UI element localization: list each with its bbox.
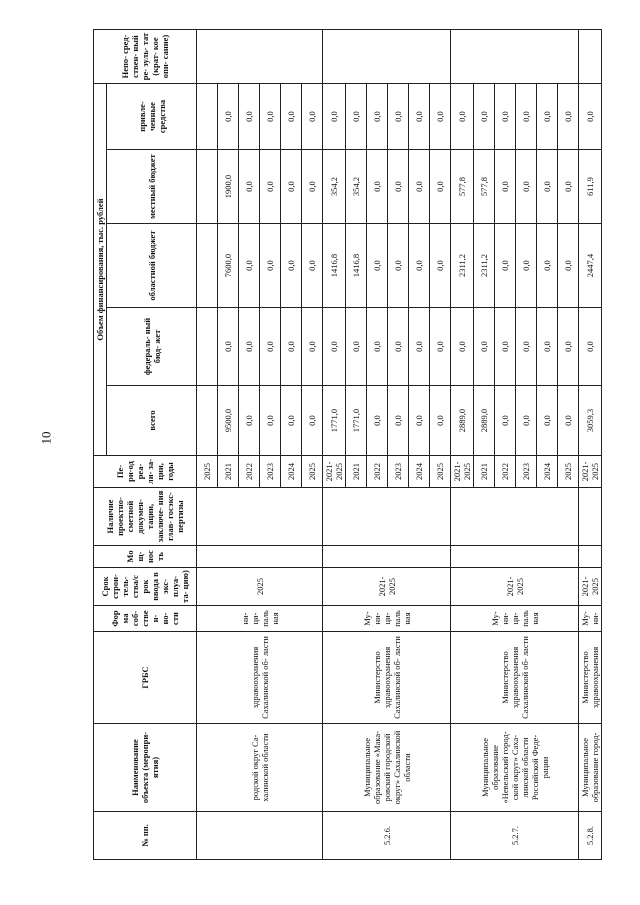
cell-period: 2024 — [281, 456, 302, 488]
construction-term: 2021- 2025 — [579, 568, 602, 606]
cell-period: 2021 — [474, 456, 495, 488]
table-row — [579, 30, 602, 860]
cell-regional: 1416,8 — [323, 224, 346, 308]
page-number: 10 — [38, 431, 54, 445]
row-number: 5.2.8. — [579, 812, 602, 860]
header-period: Пе- ри-од реа- ли- за- ции, годы — [94, 456, 197, 488]
header-attracted: привле- ченные средства — [107, 84, 197, 150]
cell-total: 0,0 — [260, 386, 281, 456]
cell-local: 354,2 — [346, 150, 367, 224]
expertise — [451, 488, 579, 546]
cell-period: 2021- 2025 — [451, 456, 474, 488]
grbs-name: Министерство здравоохранения Сахалинской об- ласти — [323, 632, 451, 724]
cell-local: 0,0 — [516, 150, 537, 224]
cell-federal — [197, 308, 218, 386]
cell-period: 2025 — [558, 456, 579, 488]
header-term: Срок строи- тель- ства/с рок ввода в экс- плуа- та- цию) — [94, 568, 197, 606]
cell-total: 0,0 — [302, 386, 323, 456]
result — [579, 30, 602, 84]
header-no: № пп. — [94, 812, 197, 860]
header-capacity: Мо щ- нос ть — [94, 546, 197, 568]
cell-federal: 0,0 — [367, 308, 388, 386]
cell-period: 2022 — [367, 456, 388, 488]
grbs-name: Министерство здравоохранения — [579, 632, 602, 724]
cell-federal: 0,0 — [495, 308, 516, 386]
cell-total: 0,0 — [430, 386, 451, 456]
object-name: Муниципальное образование город- — [579, 724, 602, 812]
cell-local: 0,0 — [367, 150, 388, 224]
cell-regional — [197, 224, 218, 308]
cell-local: 0,0 — [239, 150, 260, 224]
cell-attracted — [197, 84, 218, 150]
cell-federal: 0,0 — [260, 308, 281, 386]
header-funding: Объем финансирования, тыс. рублей — [94, 84, 107, 456]
cell-local: 577,8 — [474, 150, 495, 224]
cell-period: 2025 — [197, 456, 218, 488]
capacity — [451, 546, 579, 568]
header-name: Наименование объекта (меропри- ятия) — [94, 724, 197, 812]
cell-regional: 0,0 — [302, 224, 323, 308]
cell-local: 577,8 — [451, 150, 474, 224]
header-federal: федераль- ный бюд- жет — [107, 308, 197, 386]
cell-federal: 0,0 — [323, 308, 346, 386]
ownership-form: Му- ни- ци- паль ная — [451, 606, 579, 632]
cell-local: 0,0 — [388, 150, 409, 224]
cell-regional: 2311,2 — [451, 224, 474, 308]
cell-regional: 0,0 — [388, 224, 409, 308]
cell-total: 0,0 — [409, 386, 430, 456]
table-row — [451, 30, 474, 860]
object-name: родской округ Са- халинской области — [197, 724, 323, 812]
cell-period: 2025 — [302, 456, 323, 488]
cell-attracted: 0,0 — [474, 84, 495, 150]
cell-local: 0,0 — [558, 150, 579, 224]
object-name: Муниципальное образование «Мака- ровский городской округ» Сахалинской области — [323, 724, 451, 812]
grbs-name: здравоохранения Сахалинской об- ласти — [197, 632, 323, 724]
cell-local: 0,0 — [302, 150, 323, 224]
cell-attracted: 0,0 — [388, 84, 409, 150]
cell-federal: 0,0 — [451, 308, 474, 386]
cell-period: 2024 — [537, 456, 558, 488]
cell-total: 3059,3 — [579, 386, 602, 456]
cell-local — [197, 150, 218, 224]
cell-attracted: 0,0 — [451, 84, 474, 150]
cell-federal: 0,0 — [302, 308, 323, 386]
cell-total: 2889,0 — [451, 386, 474, 456]
cell-total: 2889,0 — [474, 386, 495, 456]
construction-term: 2021- 2025 — [323, 568, 451, 606]
cell-local: 611,9 — [579, 150, 602, 224]
construction-term: 2021- 2025 — [451, 568, 579, 606]
cell-period: 2023 — [260, 456, 281, 488]
cell-period: 2021- 2025 — [579, 456, 602, 488]
result — [451, 30, 579, 84]
cell-federal: 0,0 — [430, 308, 451, 386]
capacity — [197, 546, 323, 568]
cell-local: 0,0 — [537, 150, 558, 224]
cell-regional: 0,0 — [537, 224, 558, 308]
cell-federal: 0,0 — [474, 308, 495, 386]
cell-federal: 0,0 — [579, 308, 602, 386]
result — [323, 30, 451, 84]
cell-local: 1900,0 — [218, 150, 239, 224]
cell-federal: 0,0 — [346, 308, 367, 386]
table-body — [197, 30, 602, 860]
cell-federal: 0,0 — [409, 308, 430, 386]
cell-attracted: 0,0 — [367, 84, 388, 150]
cell-local: 0,0 — [409, 150, 430, 224]
cell-local: 0,0 — [281, 150, 302, 224]
table-row — [323, 30, 346, 860]
result — [197, 30, 323, 84]
cell-period: 2021- 2025 — [323, 456, 346, 488]
cell-federal: 0,0 — [239, 308, 260, 386]
row-number: 5.2.7. — [451, 812, 579, 860]
cell-total: 0,0 — [239, 386, 260, 456]
cell-local: 0,0 — [430, 150, 451, 224]
cell-local: 0,0 — [495, 150, 516, 224]
cell-attracted: 0,0 — [239, 84, 260, 150]
cell-total: 0,0 — [516, 386, 537, 456]
cell-federal: 0,0 — [388, 308, 409, 386]
cell-total: 1771,0 — [346, 386, 367, 456]
cell-total: 0,0 — [388, 386, 409, 456]
cell-federal: 0,0 — [516, 308, 537, 386]
cell-local: 0,0 — [260, 150, 281, 224]
cell-regional: 0,0 — [495, 224, 516, 308]
rotated-table-wrapper — [93, 30, 620, 860]
expertise — [323, 488, 451, 546]
cell-attracted: 0,0 — [409, 84, 430, 150]
header-grbs: ГРБС — [94, 632, 197, 724]
cell-regional: 2311,2 — [474, 224, 495, 308]
cell-period: 2024 — [409, 456, 430, 488]
cell-attracted: 0,0 — [516, 84, 537, 150]
cell-federal: 0,0 — [558, 308, 579, 386]
cell-period: 2021 — [218, 456, 239, 488]
funding-table — [93, 29, 602, 860]
cell-attracted: 0,0 — [323, 84, 346, 150]
cell-attracted: 0,0 — [495, 84, 516, 150]
cell-regional: 0,0 — [367, 224, 388, 308]
cell-regional: 0,0 — [260, 224, 281, 308]
cell-attracted: 0,0 — [302, 84, 323, 150]
cell-total: 0,0 — [537, 386, 558, 456]
expertise — [197, 488, 323, 546]
capacity — [323, 546, 451, 568]
header-total: всего — [107, 386, 197, 456]
expertise — [579, 488, 602, 546]
cell-attracted: 0,0 — [537, 84, 558, 150]
cell-period: 2025 — [430, 456, 451, 488]
header-local: местный бюджет — [107, 150, 197, 224]
cell-total: 9500,0 — [218, 386, 239, 456]
cell-regional: 7600,0 — [218, 224, 239, 308]
header-regional: областной бюджет — [107, 224, 197, 308]
grbs-name: Министерство здравоохранения Сахалинской об- ласти — [451, 632, 579, 724]
cell-total: 0,0 — [495, 386, 516, 456]
cell-period: 2023 — [388, 456, 409, 488]
construction-term: 2025 — [197, 568, 323, 606]
cell-total: 0,0 — [367, 386, 388, 456]
ownership-form: Му- ни- — [579, 606, 602, 632]
cell-total — [197, 386, 218, 456]
header-result: Непо- сред- ствен- ный ре- зуль- тат (крат- кое опи- сание) — [94, 30, 197, 84]
cell-regional: 2447,4 — [579, 224, 602, 308]
header-ownership: Фор ма соб- стве н- но- сти — [94, 606, 197, 632]
cell-attracted: 0,0 — [430, 84, 451, 150]
cell-total: 0,0 — [281, 386, 302, 456]
cell-attracted: 0,0 — [579, 84, 602, 150]
cell-attracted: 0,0 — [558, 84, 579, 150]
capacity — [579, 546, 602, 568]
cell-total: 1771,0 — [323, 386, 346, 456]
cell-attracted: 0,0 — [260, 84, 281, 150]
row-number: 5.2.6. — [323, 812, 451, 860]
cell-attracted: 0,0 — [346, 84, 367, 150]
cell-local: 354,2 — [323, 150, 346, 224]
cell-total: 0,0 — [558, 386, 579, 456]
cell-regional: 0,0 — [281, 224, 302, 308]
cell-period: 2022 — [495, 456, 516, 488]
header-expertise: Наличие проектно- сметной докумен- тации, заключе- ния глав- госэкс- пертизы — [94, 488, 197, 546]
cell-federal: 0,0 — [281, 308, 302, 386]
cell-attracted: 0,0 — [281, 84, 302, 150]
cell-attracted: 0,0 — [218, 84, 239, 150]
cell-regional: 0,0 — [516, 224, 537, 308]
cell-regional: 0,0 — [430, 224, 451, 308]
cell-federal: 0,0 — [218, 308, 239, 386]
cell-regional: 0,0 — [558, 224, 579, 308]
cell-regional: 1416,8 — [346, 224, 367, 308]
cell-regional: 0,0 — [409, 224, 430, 308]
cell-period: 2021 — [346, 456, 367, 488]
ownership-form: ни- ци- паль ная — [197, 606, 323, 632]
cell-period: 2023 — [516, 456, 537, 488]
cell-federal: 0,0 — [537, 308, 558, 386]
object-name: Муниципальное образование «Невельский город- ской округ» Саха- линской области Российской Феде- рации — [451, 724, 579, 812]
ownership-form: Му- ни- ци- паль ная — [323, 606, 451, 632]
table-row — [197, 30, 218, 860]
cell-period: 2022 — [239, 456, 260, 488]
cell-regional: 0,0 — [239, 224, 260, 308]
row-number — [197, 812, 323, 860]
